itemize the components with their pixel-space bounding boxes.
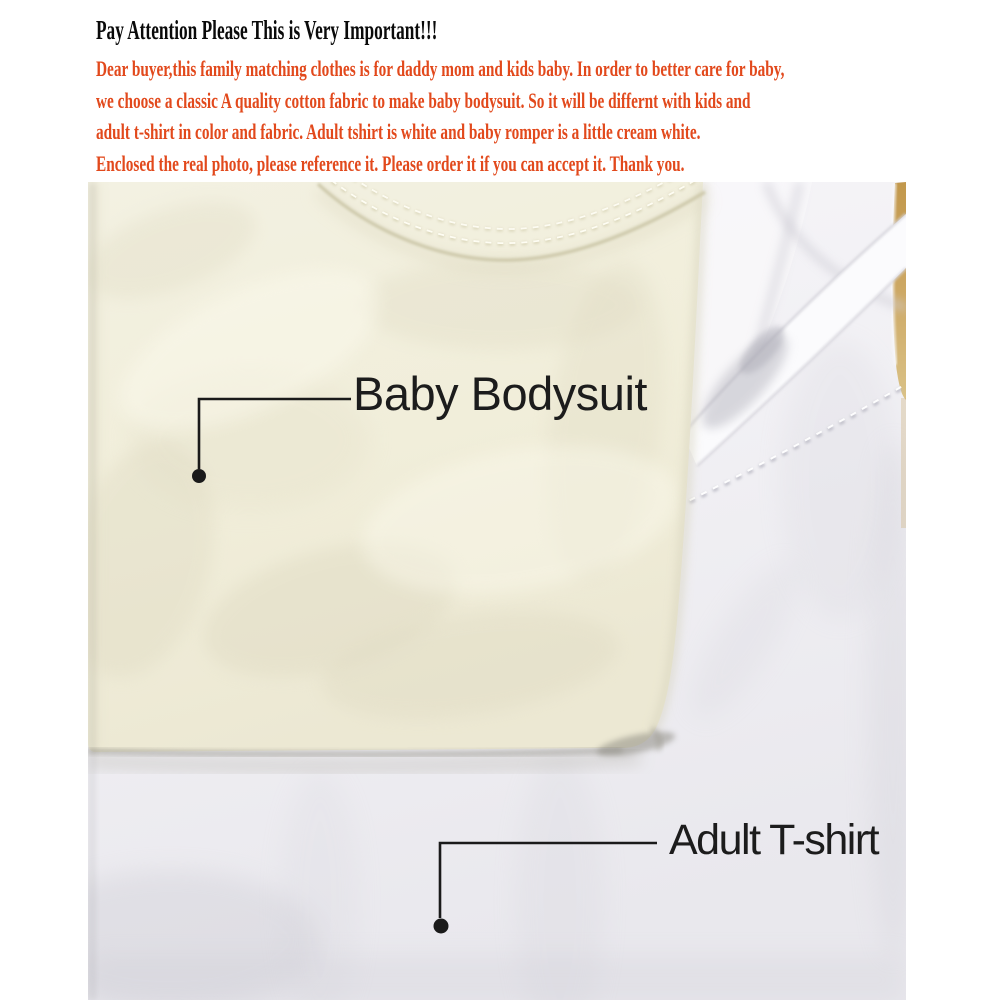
baby-callout-dot <box>192 469 206 483</box>
notice-line: Enclosed the real photo, please reference it. Please order it if you can accept it. Thank you. <box>96 150 685 176</box>
notice-line: Dear buyer,this family matching clothes is for daddy mom and kids baby. In order to better care for baby, <box>96 56 785 81</box>
baby-bodysuit-label: Baby Bodysuit <box>353 367 647 420</box>
adult-tshirt-label: Adult T-shirt <box>669 816 879 864</box>
adult-callout-dot <box>434 919 449 934</box>
photo-edge-shade <box>88 182 96 1000</box>
baby-bodysuit-garment <box>41 163 705 766</box>
notice-line: adult t-shirt in color and fabric. Adult tshirt is white and baby romper is a little cream white. <box>96 119 701 144</box>
notice-line: we choose a classic A quality cotton fabric to make baby bodysuit. So it will be differnt with kids and <box>96 87 751 113</box>
notice-heading: Pay Attention Please This is Very Important!!! <box>96 15 438 45</box>
